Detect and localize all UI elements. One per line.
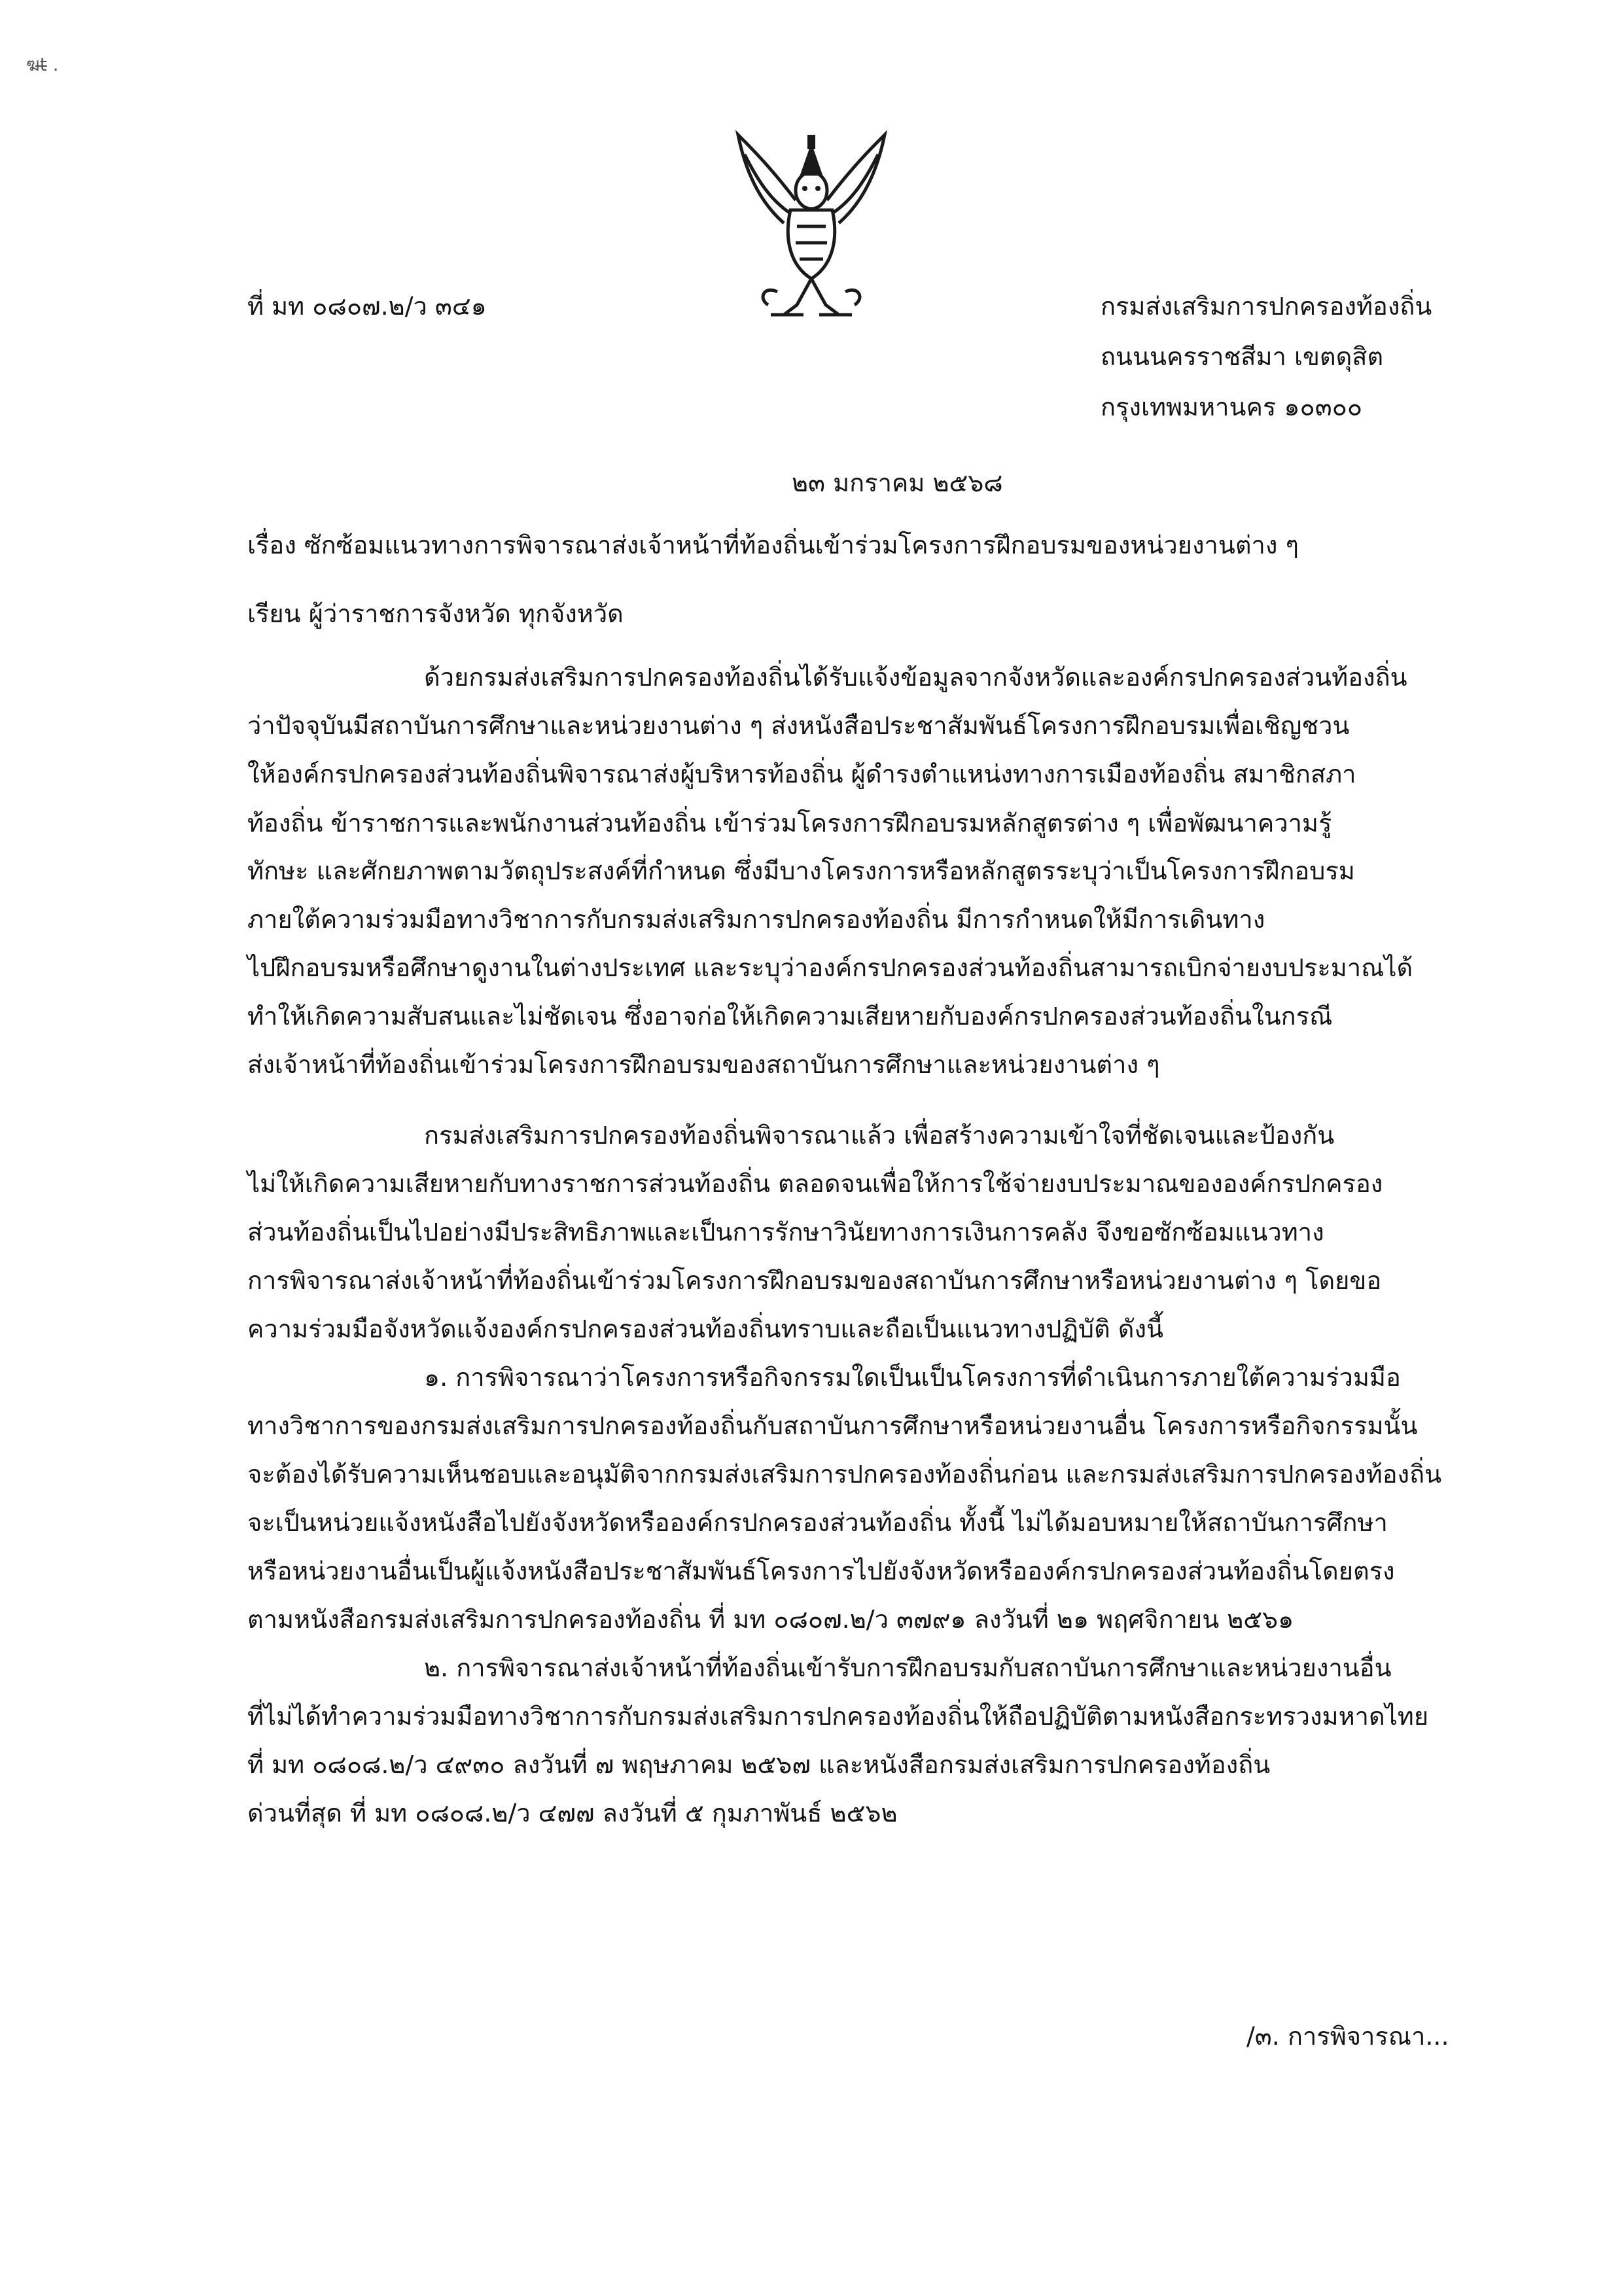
sender-address-line-1: กรมส่งเสริมการปกครองท้องถิ่น	[1101, 292, 1432, 321]
body-line: ส่งเจ้าหน้าที่ท้องถิ่นเข้าร่วมโครงการฝึกอบรมของสถาบันการศึกษาและหน่วยงานต่าง ๆ	[247, 1050, 1160, 1079]
body-line: ไปฝึกอบรมหรือศึกษาดูงานในต่างประเทศ และระบุว่าองค์กรปกครองส่วนท้องถิ่นสามารถเบิกจ่ายงบประมาณได้	[247, 953, 1413, 982]
body-line: ทักษะ และศักยภาพตามวัตถุประสงค์ที่กำหนด ซึ่งมีบางโครงการหรือหลักสูตรระบุว่าเป็นโครงการฝึกอบรม	[247, 857, 1355, 885]
body-line: ว่าปัจจุบันมีสถาบันการศึกษาและหน่วยงานต่าง ๆ ส่งหนังสือประชาสัมพันธ์โครงการฝึกอบรมเพื่อเชิญชวน	[247, 711, 1350, 740]
body-line: หรือหน่วยงานอื่นเป็นผู้แจ้งหนังสือประชาสัมพันธ์โครงการไปยังจังหวัดหรือองค์กรปกครองส่วนท้องถิ่นโดยตรง	[247, 1557, 1395, 1585]
body-line: ๒. การพิจารณาส่งเจ้าหน้าที่ท้องถิ่นเข้ารับการฝึกอบรมกับสถาบันการศึกษาและหน่วยงานอื่น	[424, 1653, 1392, 1682]
reference-number: ที่ มท ๐๘๐๗.๒/ว ๓๔๑	[247, 292, 487, 321]
body-line: ส่วนท้องถิ่นเป็นไปอย่างมีประสิทธิภาพและเป็นการรักษาวินัยทางการเงินการคลัง จึงขอซักซ้อมแนวทาง	[247, 1218, 1324, 1246]
body-line: ตามหนังสือกรมส่งเสริมการปกครองท้องถิ่น ที่ มท ๐๘๐๗.๒/ว ๓๗๙๑ ลงวันที่ ๒๑ พฤศจิกายน ๒๕๖๑	[247, 1605, 1294, 1634]
body-line: ที่ไม่ได้ทำความร่วมมือทางวิชาการกับกรมส่งเสริมการปกครองท้องถิ่นให้ถือปฏิบัติตามหนังสือกระทรวงมหาดไทย	[247, 1702, 1429, 1731]
body-line: จะต้องได้รับความเห็นชอบและอนุมัติจากกรมส่งเสริมการปกครองท้องถิ่นก่อน และกรมส่งเสริมการปกครองท้องถิ่น	[247, 1460, 1442, 1489]
body-line: ๑. การพิจารณาว่าโครงการหรือกิจกรรมใดเป็นเป็นโครงการที่ดำเนินการภายใต้ความร่วมมือ	[424, 1363, 1401, 1392]
body-line: จะเป็นหน่วยแจ้งหนังสือไปยังจังหวัดหรือองค์กรปกครองส่วนท้องถิ่น ทั้งนี้ ไม่ได้มอบหมายให้สถาบันการศึกษา	[247, 1508, 1388, 1537]
body-line: ให้องค์กรปกครองส่วนท้องถิ่นพิจารณาส่งผู้บริหารท้องถิ่น ผู้ดำรงตำแหน่งทางการเมืองท้องถิ่น สมาชิกสภา	[247, 760, 1356, 788]
body-line: ท้องถิ่น ข้าราชการและพนักงานส่วนท้องถิ่น เข้าร่วมโครงการฝึกอบรมหลักสูตรต่าง ๆ เพื่อพัฒนาความรู้	[247, 809, 1332, 838]
letter-date: ๒๓ มกราคม ๒๕๖๘	[792, 468, 1003, 497]
body-line: ที่ มท ๐๘๐๘.๒/ว ๔๙๓๐ ลงวันที่ ๗ พฤษภาคม ๒๕๖๗ และหนังสือกรมส่งเสริมการปกครองท้องถิ่น	[247, 1750, 1271, 1779]
body-line: ความร่วมมือจังหวัดแจ้งองค์กรปกครองส่วนท้องถิ่นทราบและถือเป็นแนวทางปฏิบัติ ดังนี้	[247, 1315, 1163, 1343]
salutation-line: เรียน ผู้ว่าราชการจังหวัด ทุกจังหวัด	[247, 599, 624, 628]
body-line: ไม่ให้เกิดความเสียหายกับทางราชการส่วนท้องถิ่น ตลอดจนเพื่อให้การใช้จ่ายงบประมาณขององค์กรปกครอง	[247, 1169, 1383, 1198]
continuation-note: /๓. การพิจารณา...	[1246, 2022, 1449, 2051]
body-line: ทำให้เกิดความสับสนและไม่ชัดเจน ซึ่งอาจก่อให้เกิดความเสียหายกับองค์กรปกครองส่วนท้องถิ่นในกรณี	[247, 1002, 1333, 1031]
body-line: ทางวิชาการของกรมส่งเสริมการปกครองท้องถิ่นกับสถาบันการศึกษาหรือหน่วยงานอื่น โครงการหรือกิจกรรมนั้น	[247, 1411, 1418, 1440]
body-line: ภายใต้ความร่วมมือทางวิชาการกับกรมส่งเสริมการปกครองท้องถิ่น มีการกำหนดให้มีการเดินทาง	[247, 905, 1265, 934]
body-line: กรมส่งเสริมการปกครองท้องถิ่นพิจารณาแล้ว เพื่อสร้างความเข้าใจที่ชัดเจนและป้องกัน	[424, 1121, 1335, 1150]
body-line: ด่วนที่สุด ที่ มท ๐๘๐๘.๒/ว ๔๗๗ ลงวันที่ ๕ กุมภาพันธ์ ๒๕๖๒	[247, 1799, 898, 1828]
body-line: การพิจารณาส่งเจ้าหน้าที่ท้องถิ่นเข้าร่วมโครงการฝึกอบรมของสถาบันการศึกษาหรือหน่วยงานต่าง ๆ โดยขอ	[247, 1266, 1382, 1295]
sender-address-line-2: ถนนนครราชสีมา เขตดุสิต	[1101, 342, 1384, 371]
sender-address-line-3: กรุงเทพมหานคร ๑๐๓๐๐	[1101, 393, 1363, 421]
corner-mark: ฆt̶ .	[26, 54, 59, 75]
body-line: ด้วยกรมส่งเสริมการปกครองท้องถิ่นได้รับแจ้งข้อมูลจากจังหวัดและองค์กรปกครองส่วนท้องถิ่น	[424, 663, 1407, 692]
garuda-emblem	[732, 128, 891, 325]
subject-line: เรื่อง ซักซ้อมแนวทางการพิจารณาส่งเจ้าหน้าที่ท้องถิ่นเข้าร่วมโครงการฝึกอบรมของหน่วยงานต่าง ๆ	[247, 531, 1299, 559]
